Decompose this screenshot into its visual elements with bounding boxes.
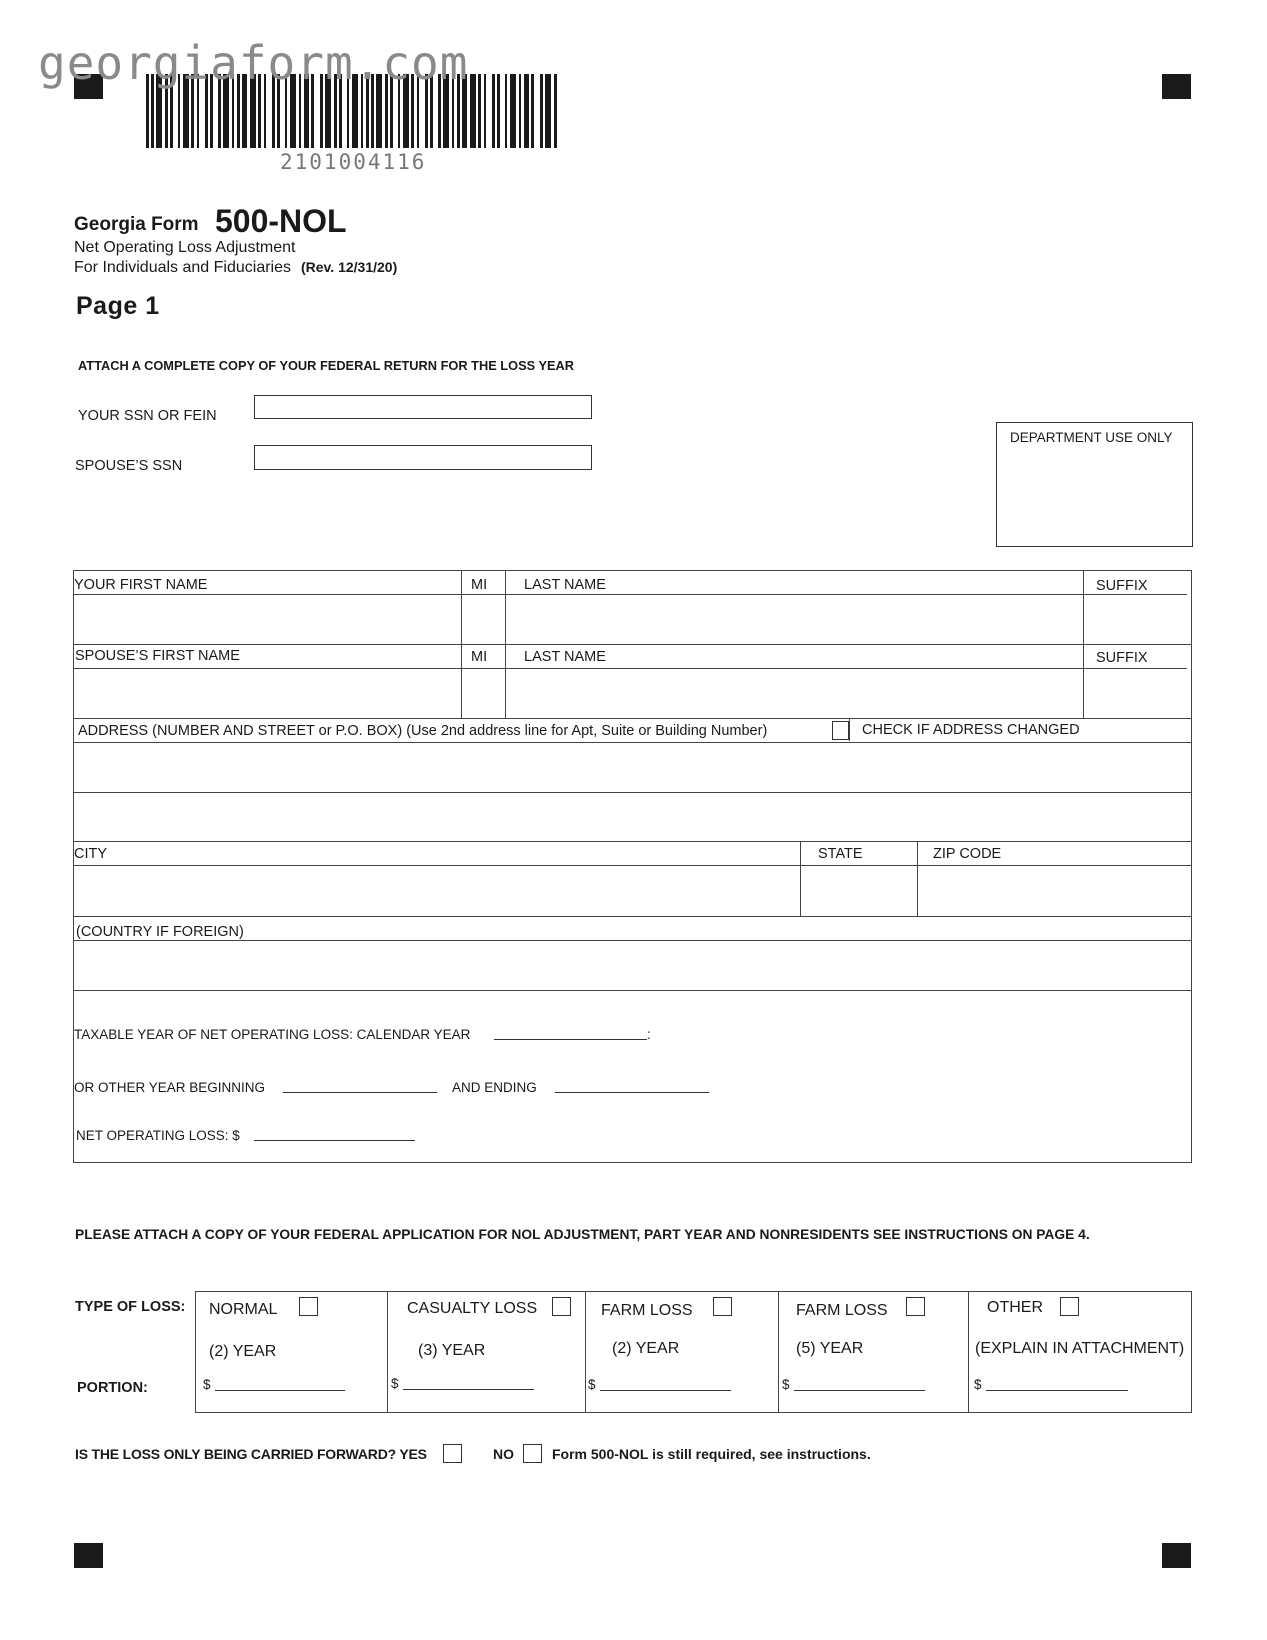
nol-label: NET OPERATING LOSS: $ [76, 1128, 240, 1143]
department-use-box [996, 422, 1193, 547]
and-ending-label: AND ENDING [452, 1080, 537, 1095]
barcode-number: 2101004116 [280, 150, 427, 174]
portion-farm-5-dollar: $ [782, 1377, 790, 1392]
zip-field[interactable] [919, 867, 1189, 915]
portion-farm-5-field[interactable] [794, 1390, 925, 1391]
state-field[interactable] [802, 867, 915, 915]
loss-type-farm-2-label: FARM LOSS [601, 1302, 693, 1319]
revision-date: (Rev. 12/31/20) [301, 259, 398, 275]
last-name-field[interactable] [507, 596, 1081, 643]
spouse-mi-label: MI [471, 649, 488, 665]
address-line-1-field[interactable] [75, 744, 1189, 791]
your-ssn-label: YOUR SSN OR FEIN [78, 408, 217, 424]
form-subtitle-2: For Individuals and Fiduciaries [74, 259, 291, 276]
year-ending-field[interactable] [555, 1092, 709, 1093]
year-beginning-field[interactable] [283, 1092, 437, 1093]
loss-type-farm-5-years: (5) YEAR [796, 1340, 864, 1357]
your-ssn-input[interactable] [254, 395, 592, 419]
calendar-year-colon: : [647, 1027, 651, 1042]
loss-type-casualty-label: CASUALTY LOSS [407, 1300, 538, 1317]
attach-federal-notice: PLEASE ATTACH A COPY OF YOUR FEDERAL APPLICATION FOR NOL ADJUSTMENT, PART YEAR AND NONRESIDENTS SEE INSTRUCTIONS ON PAGE 4. [75, 1227, 1090, 1242]
mi-field[interactable] [463, 596, 504, 643]
state-label: STATE [818, 846, 863, 862]
other-year-label: OR OTHER YEAR BEGINNING [74, 1080, 266, 1095]
address-label: ADDRESS (NUMBER AND STREET or P.O. BOX) (Use 2nd address line for Apt, Suite or Building Number) [78, 723, 768, 739]
portion-farm-2-field[interactable] [600, 1390, 731, 1391]
portion-other-field[interactable] [986, 1390, 1128, 1391]
carry-forward-no-label: NO [493, 1446, 514, 1462]
loss-type-other-explanation: (EXPLAIN IN ATTACHMENT) [975, 1340, 1185, 1357]
calendar-year-label: TAXABLE YEAR OF NET OPERATING LOSS: CALENDAR YEAR [74, 1027, 471, 1042]
portion-normal-dollar: $ [203, 1377, 211, 1392]
page-title: Page 1 [76, 292, 160, 320]
loss-type-casualty-years: (3) YEAR [418, 1342, 486, 1359]
portion-farm-2-dollar: $ [588, 1377, 596, 1392]
spouse-mi-field[interactable] [463, 670, 504, 717]
address-line-2-field[interactable] [75, 794, 1189, 840]
loss-type-normal-checkbox[interactable] [299, 1297, 318, 1316]
address-divider [849, 719, 850, 741]
loss-type-normal-label: NORMAL [209, 1301, 278, 1318]
mi-label: MI [471, 577, 488, 593]
portion-casualty-dollar: $ [391, 1376, 399, 1391]
form-subtitle: Net Operating Loss Adjustment [74, 239, 296, 256]
registration-mark-bottom-right [1162, 1543, 1191, 1568]
carry-forward-yes-checkbox[interactable] [443, 1444, 462, 1463]
suffix-label: SUFFIX [1096, 578, 1148, 594]
type-of-loss-label: TYPE OF LOSS: [75, 1299, 186, 1315]
portion-label: PORTION: [77, 1380, 148, 1396]
watermark: georgiaform.com [38, 36, 469, 90]
last-name-label: LAST NAME [524, 577, 606, 593]
carry-forward-question: IS THE LOSS ONLY BEING CARRIED FORWARD? YES [75, 1446, 427, 1462]
calendar-year-field[interactable] [494, 1039, 647, 1040]
zip-label: ZIP CODE [933, 846, 1002, 862]
city-label: CITY [74, 846, 108, 862]
loss-type-farm-5-checkbox[interactable] [906, 1297, 925, 1316]
spouse-suffix-field[interactable] [1085, 670, 1189, 717]
loss-type-farm-2-checkbox[interactable] [713, 1297, 732, 1316]
country-label: (COUNTRY IF FOREIGN) [76, 924, 244, 940]
spouse-first-name-field[interactable] [75, 670, 459, 717]
spouse-ssn-label: SPOUSE’S SSN [75, 458, 183, 474]
carry-forward-note: Form 500-NOL is still required, see instructions. [552, 1446, 871, 1462]
first-name-field[interactable] [75, 596, 459, 643]
department-use-label: DEPARTMENT USE ONLY [1010, 430, 1173, 445]
country-field[interactable] [75, 942, 1189, 989]
spouse-suffix-label: SUFFIX [1096, 650, 1148, 666]
address-changed-label: CHECK IF ADDRESS CHANGED [862, 722, 1080, 738]
loss-type-farm-2-years: (2) YEAR [612, 1340, 680, 1357]
attach-notice: ATTACH A COMPLETE COPY OF YOUR FEDERAL RETURN FOR THE LOSS YEAR [78, 358, 575, 373]
form-number: 500-NOL [215, 203, 347, 239]
form-label: Georgia Form [74, 214, 199, 235]
portion-other-dollar: $ [974, 1377, 982, 1392]
registration-mark-bottom-left [74, 1543, 103, 1568]
address-changed-checkbox[interactable] [832, 721, 849, 740]
registration-mark-top-right [1162, 74, 1191, 99]
suffix-field[interactable] [1085, 596, 1189, 643]
spouse-last-name-field[interactable] [507, 670, 1081, 717]
loss-type-other-label: OTHER [987, 1299, 1043, 1316]
first-name-label: YOUR FIRST NAME [74, 577, 208, 593]
city-field[interactable] [75, 867, 798, 915]
nol-amount-field[interactable] [254, 1140, 415, 1141]
spouse-first-name-label: SPOUSE’S FIRST NAME [75, 648, 240, 664]
spouse-ssn-input[interactable] [254, 445, 592, 470]
loss-type-farm-5-label: FARM LOSS [796, 1302, 888, 1319]
carry-forward-no-checkbox[interactable] [523, 1444, 542, 1463]
portion-normal-field[interactable] [215, 1390, 345, 1391]
loss-type-casualty-checkbox[interactable] [552, 1297, 571, 1316]
loss-type-other-checkbox[interactable] [1060, 1297, 1079, 1316]
portion-casualty-field[interactable] [403, 1389, 534, 1390]
spouse-last-name-label: LAST NAME [524, 649, 606, 665]
loss-type-normal-years: (2) YEAR [209, 1343, 277, 1360]
